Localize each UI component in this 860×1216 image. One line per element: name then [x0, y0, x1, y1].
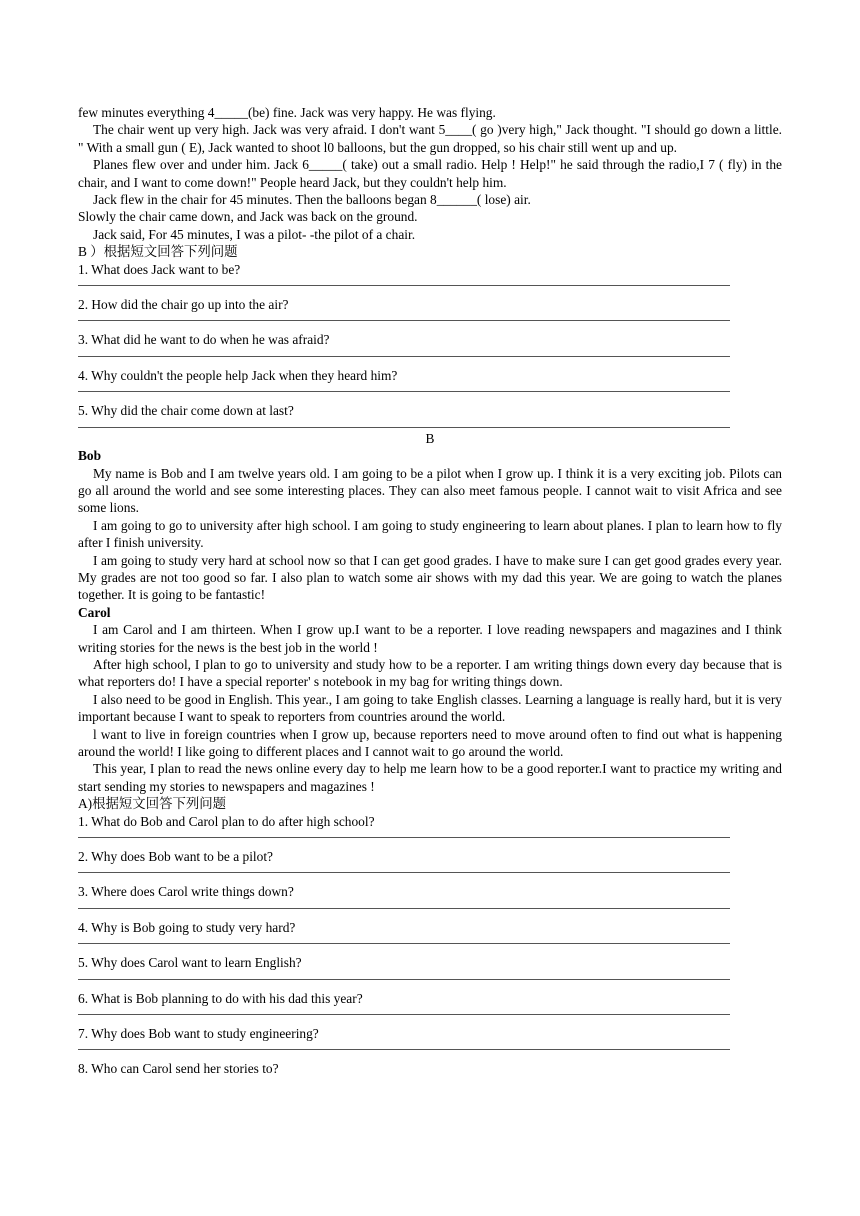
answer-line[interactable]	[78, 943, 730, 944]
question: 6. What is Bob planning to do with his dad this year?	[78, 990, 363, 1006]
story-paragraph: Jack flew in the chair for 45 minutes. Then the balloons began 8______( lose) air.	[93, 192, 531, 208]
question: 5. Why did the chair come down at last?	[78, 403, 294, 419]
answer-line[interactable]	[78, 908, 730, 909]
section-b-questions	[78, 261, 782, 428]
story-paragraph: Planes flew over and under him. Jack 6_____( take) out a small radio. Help ! Help!" he said through the radio,I 7 ( fly) in the chair, and I want to come down!" People heard Jack, but they couldn't help him.	[78, 157, 782, 190]
question: 1. What does Jack want to be?	[78, 261, 241, 277]
worksheet-page	[78, 104, 782, 1078]
answer-line[interactable]	[78, 285, 730, 286]
question: 2. How did the chair go up into the air?	[78, 297, 289, 313]
story-paragraph: Jack said, For 45 minutes, I was a pilot- -the pilot of a chair.	[93, 226, 416, 242]
carol-heading: Carol	[78, 604, 111, 620]
answer-line[interactable]	[78, 979, 730, 980]
answer-line[interactable]	[78, 391, 730, 392]
question: 8. Who can Carol send her stories to?	[78, 1061, 279, 1077]
answer-line[interactable]	[78, 356, 730, 357]
bob-heading: Bob	[78, 448, 102, 464]
section-a-heading: A)根据短文回答下列问题	[78, 796, 227, 812]
story-paragraph: few minutes everything 4_____(be) fine. Jack was very happy. He was flying.	[78, 105, 496, 120]
question: 7. Why does Bob want to study engineering?	[78, 1026, 319, 1042]
carol-paragraph: I am Carol and I am thirteen. When I grow up.I want to be a reporter. I love reading newspapers and magazines and I think writing stories for the news is the best job in the world !	[78, 622, 782, 655]
answer-line[interactable]	[78, 320, 730, 321]
carol-paragraph: l want to live in foreign countries when I grow up, because reporters need to move around often to find out what is happening around the world! I like going to different places and I cannot wait to go around the world.	[78, 726, 782, 759]
bob-paragraph: I am going to study very hard at school now so that I can get good grades. I have to make sure I can get good grades every year. My grades are not too good so far. I also plan to watch some air shows with my dad this year. We are going to watch the planes together. It is going to be fantastic!	[78, 552, 782, 603]
section-a-questions	[78, 813, 782, 1078]
story-paragraph: The chair went up very high. Jack was very afraid. I don't want 5____( go )very high," Jack thought. "I should go down a little. " With a small gun ( E), Jack wanted to shoot l0 balloons, but the gun dropped, so his chair still went up and up.	[78, 122, 782, 155]
passage-label: B	[425, 430, 435, 446]
section-b-heading: B ）根据短文回答下列问题	[78, 244, 238, 260]
bob-paragraph: I am going to go to university after high school. I am going to study engineering to learn about planes. I plan to learn how to fly after I finish university.	[78, 517, 782, 551]
carol-paragraph: This year, I plan to read the news online every day to help me learn how to be a good reporter.I want to practice my writing and start sending my stories to newspapers and magazines !	[78, 761, 782, 794]
bob-paragraph: My name is Bob and I am twelve years old. I am going to be a pilot when I grow up. I think it is a very exciting job. Pilots can go all around the world and see some interesting places. They can also meet famous people. I cannot wait to visit Africa and see some lions.	[78, 465, 782, 516]
answer-line[interactable]	[78, 1014, 730, 1015]
question: 1. What do Bob and Carol plan to do after high school?	[78, 813, 375, 829]
question: 3. What did he want to do when he was afraid?	[78, 332, 330, 348]
answer-line[interactable]	[78, 427, 730, 428]
story-paragraph: Slowly the chair came down, and Jack was back on the ground.	[78, 209, 418, 225]
carol-paragraph: I also need to be good in English. This year., I am going to take English classes. Learning a language is really hard, but it is very important because I want to speak to reporters from countries around the world.	[78, 691, 782, 725]
question: 3. Where does Carol write things down?	[78, 884, 294, 900]
question: 5. Why does Carol want to learn English?	[78, 955, 302, 971]
story-continuation	[78, 104, 782, 243]
answer-line[interactable]	[78, 1049, 730, 1050]
question: 2. Why does Bob want to be a pilot?	[78, 849, 274, 865]
answer-line[interactable]	[78, 837, 730, 838]
question: 4. Why couldn't the people help Jack when they heard him?	[78, 367, 398, 383]
carol-passage	[78, 604, 782, 795]
answer-line[interactable]	[78, 872, 730, 873]
question: 4. Why is Bob going to study very hard?	[78, 919, 296, 935]
carol-paragraph: After high school, I plan to go to university and study how to be a reporter. I am writing things down every day because that is what reporters do! I have a special reporter' s notebook in my bag for writing things down.	[78, 656, 782, 690]
bob-passage	[78, 447, 782, 604]
